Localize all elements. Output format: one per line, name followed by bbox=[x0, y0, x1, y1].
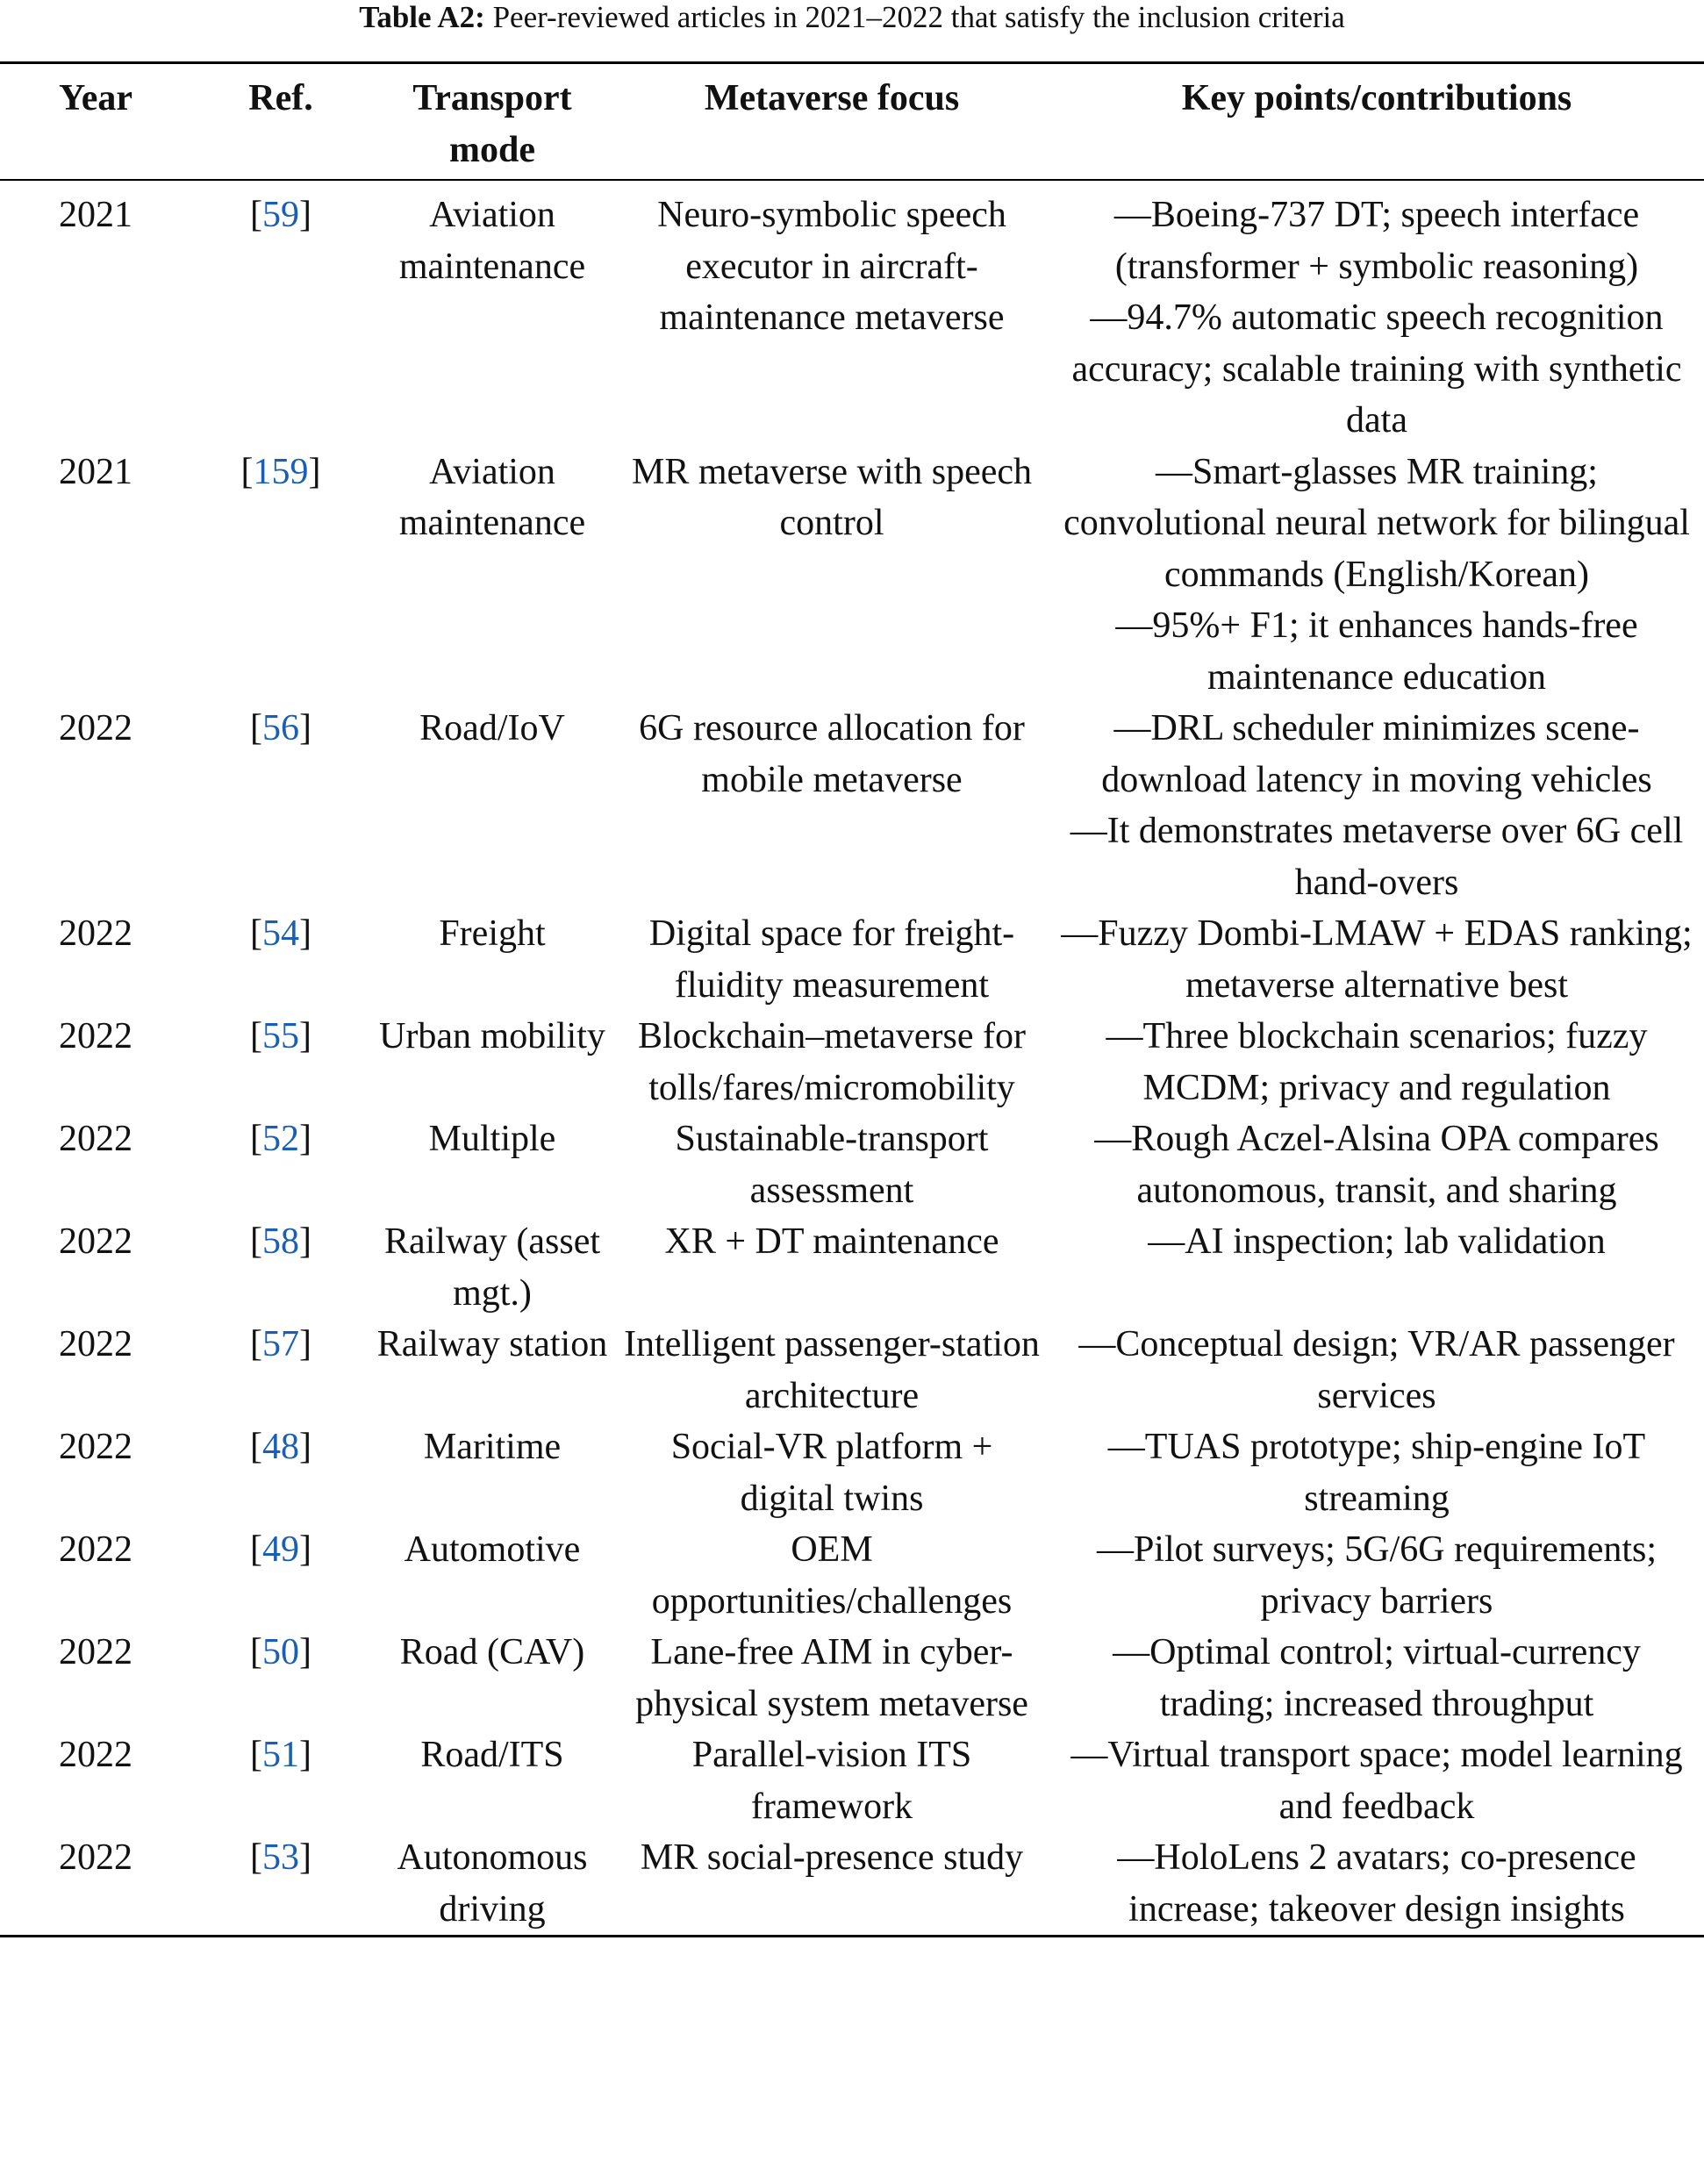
cell-metaverse-focus: Lane-free AIM in cyber-physical system metaverse bbox=[635, 1632, 1028, 1724]
cell-metaverse-focus: Intelligent passenger-station architecture bbox=[624, 1324, 1040, 1416]
key-point: —94.7% automatic speech recognition accuracy; scalable training with synthetic data bbox=[1071, 297, 1682, 440]
key-point: —Fuzzy Dombi-LMAW + EDAS ranking; metaverse alternative best bbox=[1061, 913, 1693, 1006]
cell-year: 2022 bbox=[59, 1529, 132, 1570]
cell-ref bbox=[191, 703, 370, 908]
table-row bbox=[0, 1627, 1704, 1729]
ref-bracket-open: [ bbox=[250, 1221, 262, 1262]
cell-metaverse-focus: Blockchain–metaverse for tolls/fares/micromobility bbox=[638, 1016, 1026, 1108]
cell-ref bbox=[191, 1113, 370, 1216]
cell-year: 2022 bbox=[59, 1016, 132, 1056]
cell-ref bbox=[191, 908, 370, 1011]
table-caption-label: Table A2: bbox=[359, 0, 485, 34]
header-key-points: Key points/contributions bbox=[1181, 78, 1572, 118]
cell-transport-mode: Aviation maintenance bbox=[398, 451, 586, 543]
cell-ref bbox=[191, 1421, 370, 1524]
reference-link[interactable]: 59 bbox=[262, 195, 299, 235]
table-row bbox=[0, 180, 1704, 447]
key-point: —Three blockchain scenarios; fuzzy MCDM; privacy and regulation bbox=[1106, 1016, 1648, 1108]
cell-ref bbox=[191, 447, 370, 704]
cell-ref bbox=[191, 1319, 370, 1421]
table-row bbox=[0, 703, 1704, 908]
table-row bbox=[0, 1524, 1704, 1627]
cell-ref bbox=[191, 180, 370, 447]
cell-year: 2022 bbox=[59, 1837, 132, 1878]
cell-metaverse-focus: Sustainable-transport assessment bbox=[675, 1119, 989, 1211]
ref-bracket-open: [ bbox=[250, 1324, 262, 1364]
ref-bracket-close: ] bbox=[308, 451, 321, 492]
cell-year: 2021 bbox=[59, 195, 132, 235]
key-point: —DRL scheduler minimizes scene-download latency in moving vehicles bbox=[1101, 708, 1652, 800]
table-row bbox=[0, 1421, 1704, 1524]
ref-bracket-open: [ bbox=[250, 1427, 262, 1467]
cell-metaverse-focus: Digital space for freight-fluidity measurement bbox=[648, 913, 1015, 1006]
key-point: —95%+ F1; it enhances hands-free maintenance education bbox=[1115, 605, 1638, 698]
ref-bracket-open: [ bbox=[250, 1837, 262, 1878]
ref-bracket-open: [ bbox=[250, 1632, 262, 1672]
cell-key-points bbox=[1049, 908, 1704, 1011]
reference-link[interactable]: 52 bbox=[262, 1119, 299, 1159]
cell-year: 2022 bbox=[59, 913, 132, 954]
cell-year: 2022 bbox=[59, 1427, 132, 1467]
cell-ref bbox=[191, 1524, 370, 1627]
cell-transport-mode: Urban mobility bbox=[379, 1016, 605, 1056]
table-body bbox=[0, 180, 1704, 1937]
cell-key-points bbox=[1049, 1524, 1704, 1627]
cell-key-points bbox=[1049, 703, 1704, 908]
header-metaverse-focus: Metaverse focus bbox=[704, 78, 960, 118]
cell-transport-mode: Maritime bbox=[423, 1427, 562, 1467]
cell-key-points bbox=[1049, 1421, 1704, 1524]
ref-bracket-close: ] bbox=[299, 1735, 311, 1775]
ref-bracket-open: [ bbox=[250, 1119, 262, 1159]
reference-link[interactable]: 55 bbox=[262, 1016, 299, 1056]
cell-ref bbox=[191, 1216, 370, 1319]
header-transport-mode: Transport mode bbox=[412, 78, 572, 170]
reference-link[interactable]: 54 bbox=[262, 913, 299, 954]
cell-key-points bbox=[1049, 1319, 1704, 1421]
reference-link[interactable]: 159 bbox=[253, 451, 309, 492]
key-point: —TUAS prototype; ship-engine IoT streaming bbox=[1107, 1427, 1646, 1519]
cell-key-points bbox=[1049, 1216, 1704, 1319]
table-row bbox=[0, 1319, 1704, 1421]
table-row bbox=[0, 1216, 1704, 1319]
cell-transport-mode: Automotive bbox=[404, 1529, 581, 1570]
ref-bracket-open: [ bbox=[250, 195, 262, 235]
cell-transport-mode: Railway (asset mgt.) bbox=[383, 1221, 601, 1314]
ref-bracket-close: ] bbox=[299, 1427, 311, 1467]
cell-metaverse-focus: Social-VR platform + digital twins bbox=[670, 1427, 993, 1519]
key-point: —AI inspection; lab validation bbox=[1148, 1221, 1606, 1262]
table-row bbox=[0, 1113, 1704, 1216]
key-point: —Rough Aczel-Alsina OPA compares autonomous, transit, and sharing bbox=[1094, 1119, 1659, 1211]
table-caption bbox=[0, 0, 1704, 35]
cell-ref bbox=[191, 1832, 370, 1937]
table-caption-text: Peer-reviewed articles in 2021–2022 that satisfy the inclusion criteria bbox=[492, 0, 1345, 34]
ref-bracket-close: ] bbox=[299, 1837, 311, 1878]
ref-bracket-close: ] bbox=[299, 1324, 311, 1364]
reference-link[interactable]: 49 bbox=[262, 1529, 299, 1570]
cell-metaverse-focus: Parallel-vision ITS framework bbox=[691, 1735, 972, 1827]
reference-link[interactable]: 58 bbox=[262, 1221, 299, 1262]
ref-bracket-close: ] bbox=[299, 1529, 311, 1570]
table-row bbox=[0, 1832, 1704, 1937]
reference-link[interactable]: 50 bbox=[262, 1632, 299, 1672]
ref-bracket-close: ] bbox=[299, 1632, 311, 1672]
reference-link[interactable]: 57 bbox=[262, 1324, 299, 1364]
cell-key-points bbox=[1049, 1011, 1704, 1113]
ref-bracket-close: ] bbox=[299, 1119, 311, 1159]
ref-bracket-open: [ bbox=[250, 1735, 262, 1775]
cell-key-points bbox=[1049, 1627, 1704, 1729]
ref-bracket-close: ] bbox=[299, 708, 311, 748]
header-ref: Ref. bbox=[248, 78, 313, 118]
cell-metaverse-focus: 6G resource allocation for mobile metaverse bbox=[639, 708, 1025, 800]
table-header-row bbox=[0, 63, 1704, 181]
ref-bracket-close: ] bbox=[299, 913, 311, 954]
cell-transport-mode: Autonomous driving bbox=[397, 1837, 588, 1930]
cell-ref bbox=[191, 1011, 370, 1113]
cell-year: 2021 bbox=[59, 451, 132, 492]
cell-metaverse-focus: Neuro-symbolic speech executor in aircraft-maintenance metaverse bbox=[657, 195, 1006, 338]
key-point: —Virtual transport space; model learning and feedback bbox=[1070, 1735, 1683, 1827]
cell-year: 2022 bbox=[59, 1735, 132, 1775]
cell-year: 2022 bbox=[59, 708, 132, 748]
ref-bracket-open: [ bbox=[240, 451, 254, 492]
key-point: —Optimal control; virtual-currency trading; increased throughput bbox=[1113, 1632, 1641, 1724]
cell-key-points bbox=[1049, 1113, 1704, 1216]
cell-transport-mode: Railway station bbox=[376, 1324, 608, 1364]
key-point: —Conceptual design; VR/AR passenger services bbox=[1078, 1324, 1675, 1416]
header-year: Year bbox=[59, 78, 132, 118]
key-point: —Smart-glasses MR training; convolutional neural network for bilingual commands (English/Korean) bbox=[1063, 451, 1690, 595]
cell-key-points bbox=[1049, 1729, 1704, 1832]
key-point: —HoloLens 2 avatars; co-presence increase; takeover design insights bbox=[1117, 1837, 1636, 1930]
cell-year: 2022 bbox=[59, 1119, 132, 1159]
cell-metaverse-focus: MR metaverse with speech control bbox=[631, 451, 1033, 543]
cell-transport-mode: Road/ITS bbox=[420, 1735, 564, 1775]
ref-bracket-open: [ bbox=[250, 1016, 262, 1056]
cell-transport-mode: Aviation maintenance bbox=[398, 195, 586, 287]
cell-transport-mode: Multiple bbox=[428, 1119, 556, 1159]
cell-metaverse-focus: MR social-presence study bbox=[640, 1837, 1024, 1878]
table-row bbox=[0, 908, 1704, 1011]
articles-table bbox=[0, 61, 1704, 1937]
cell-ref bbox=[191, 1627, 370, 1729]
ref-bracket-open: [ bbox=[250, 1529, 262, 1570]
cell-transport-mode: Road/IoV bbox=[419, 708, 565, 748]
table-row bbox=[0, 447, 1704, 704]
cell-key-points bbox=[1049, 180, 1704, 447]
ref-bracket-close: ] bbox=[299, 195, 311, 235]
cell-transport-mode: Road (CAV) bbox=[399, 1632, 585, 1672]
reference-link[interactable]: 51 bbox=[262, 1735, 299, 1775]
ref-bracket-close: ] bbox=[299, 1221, 311, 1262]
key-point: —It demonstrates metaverse over 6G cell hand-overs bbox=[1070, 811, 1684, 903]
reference-link[interactable]: 53 bbox=[262, 1837, 299, 1878]
table-row bbox=[0, 1729, 1704, 1832]
cell-key-points bbox=[1049, 447, 1704, 704]
cell-year: 2022 bbox=[59, 1632, 132, 1672]
key-point: —Boeing-737 DT; speech interface (transformer + symbolic reasoning) bbox=[1113, 195, 1640, 287]
reference-link[interactable]: 56 bbox=[262, 708, 299, 748]
ref-bracket-open: [ bbox=[250, 708, 262, 748]
cell-transport-mode: Freight bbox=[439, 913, 546, 954]
ref-bracket-close: ] bbox=[299, 1016, 311, 1056]
cell-key-points bbox=[1049, 1832, 1704, 1937]
key-point: —Pilot surveys; 5G/6G requirements; privacy barriers bbox=[1096, 1529, 1657, 1622]
ref-bracket-open: [ bbox=[250, 913, 262, 954]
cell-ref bbox=[191, 1729, 370, 1832]
cell-year: 2022 bbox=[59, 1221, 132, 1262]
reference-link[interactable]: 48 bbox=[262, 1427, 299, 1467]
table-row bbox=[0, 1011, 1704, 1113]
cell-metaverse-focus: OEM opportunities/challenges bbox=[651, 1529, 1013, 1622]
cell-metaverse-focus: XR + DT maintenance bbox=[664, 1221, 999, 1262]
cell-year: 2022 bbox=[59, 1324, 132, 1364]
